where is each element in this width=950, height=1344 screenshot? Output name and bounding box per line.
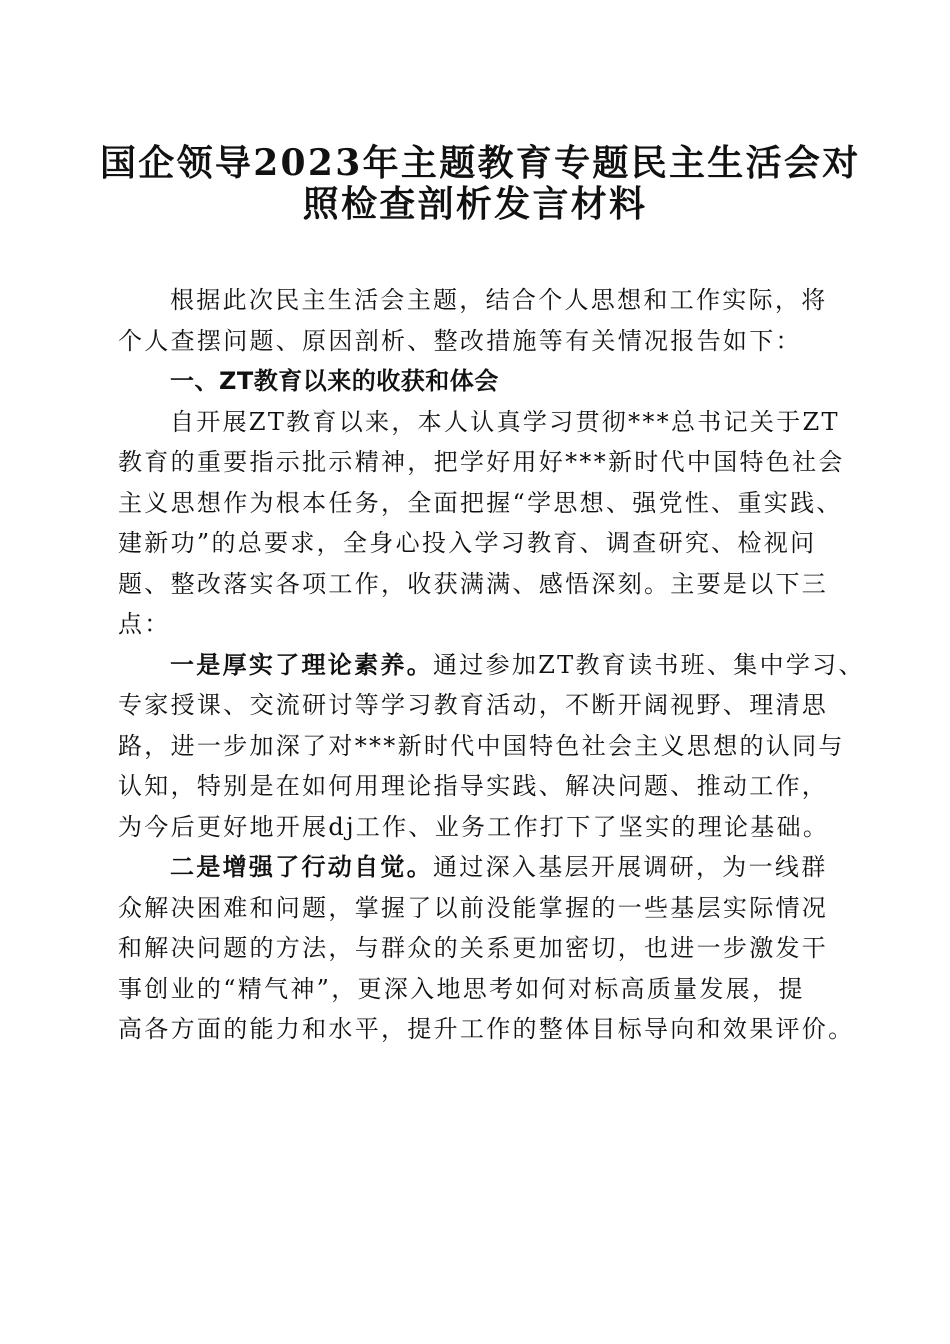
point1-line-3: 路，进一步加深了对***新时代中国特色社会主义思想的认同与: [118, 731, 845, 760]
para1-line-1: 自开展ZT教育以来，本人认真学习贯彻***总书记关于ZT: [170, 407, 840, 436]
para1-line-2: 教育的重要指示批示精神，把学好用好***新时代中国特色社会: [118, 448, 845, 476]
section-heading-1: 一、ZT教育以来的收获和体会: [170, 367, 499, 395]
title-line-2: 照检查剖析发言材料: [302, 182, 648, 225]
para1-line-5: 题、整改落实各项工作，收获满满、感悟深刻。主要是以下三: [118, 569, 829, 598]
paragraph-1: [118, 402, 845, 645]
point2-line-5: 高各方面的能力和水平，提升工作的整体目标导向和效果评价。: [118, 1015, 855, 1043]
point-2-paragraph: [118, 847, 855, 1050]
point1-line-2: 专家授课、交流研讨等学习教育活动，不断开阔视野、理清思: [118, 691, 829, 719]
document-title: [100, 140, 861, 225]
point1-lead: 一是厚实了理论素养。: [170, 649, 433, 679]
title-line-1: 国企领导2023年主题教育专题民主生活会对: [100, 142, 861, 184]
point2-line-1: [118, 847, 838, 888]
point1-line-4: 认知，特别是在如何用理论指导实践、解决问题、推动工作，: [118, 772, 829, 800]
point1-line-1: [118, 645, 865, 686]
point2-lead: 二是增强了行动自觉。: [170, 852, 433, 881]
point2-first-rest: 通过深入基层开展调研，为一线群: [433, 853, 828, 881]
point1-line-5: 为今后更好地开展dj工作、业务工作打下了坚实的理论基础。: [118, 812, 830, 841]
point1-first-rest: 通过参加ZT教育读书班、集中学习、: [433, 650, 865, 679]
point2-line-4: 事创业的“精气神”，更深入地思考如何对标高质量发展，提: [118, 974, 805, 1003]
point2-line-2: 众解决困难和问题，掌握了以前没能掌握的一些基层实际情况: [118, 893, 829, 922]
para1-line-4: 建新功”的总要求，全身心投入学习教育、调查研究、检视问: [118, 529, 817, 557]
intro-line-1: 根据此次民主生活会主题，结合个人思想和工作实际，将: [170, 286, 828, 314]
intro-paragraph: [118, 280, 838, 361]
point-1-paragraph: [118, 645, 865, 848]
point2-line-3: 和解决问题的方法，与群众的关系更加密切，也进一步激发干: [118, 934, 829, 962]
intro-line-2: 个人查摆问题、原因剖析、整改措施等有关情况报告如下：: [118, 326, 802, 355]
document-body: [118, 280, 865, 1050]
para1-line-3: 主义思想作为根本任务，全面把握“学思想、强党性、重实践、: [118, 488, 843, 517]
para1-line-6: 点：: [118, 610, 171, 638]
